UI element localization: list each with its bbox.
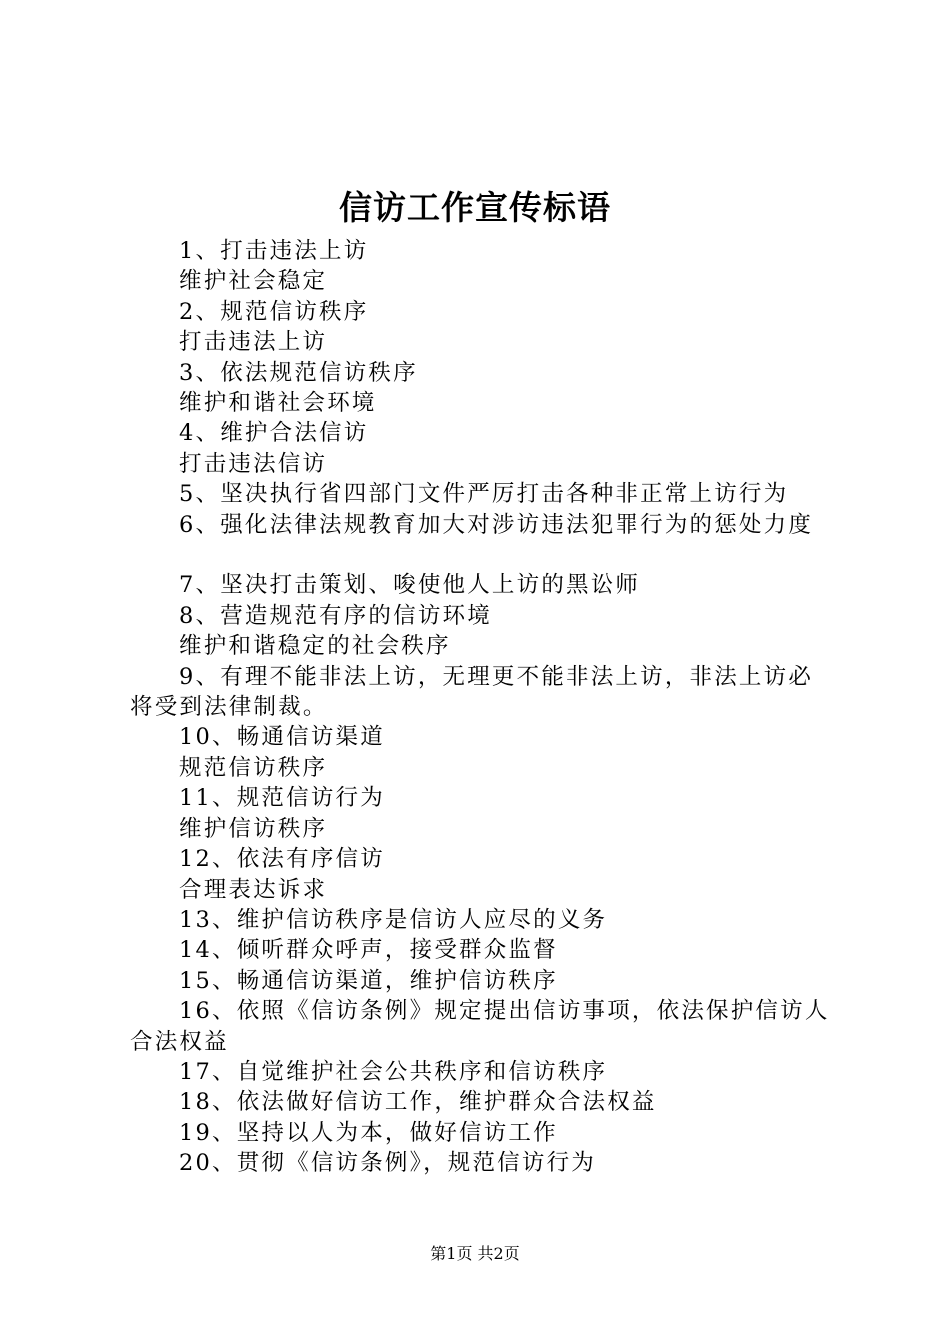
slogan-line: 5、坚决执行省四部门文件严厉打击各种非正常上访行为: [179, 481, 789, 508]
slogan-line: 11、规范信访行为: [179, 785, 385, 812]
slogan-line: 维护和谐稳定的社会秩序: [179, 633, 451, 660]
slogan-line: 20、贯彻《信访条例》，规范信访行为: [179, 1150, 596, 1177]
slogan-line: 14、倾听群众呼声，接受群众监督: [179, 937, 558, 964]
slogan-line: 15、畅通信访渠道，维护信访秩序: [179, 967, 558, 994]
slogan-paragraph: 16、依照《信访条例》规定提出信访事项，依法保护信访人合法权益: [130, 998, 830, 1055]
slogan-line: 10、畅通信访渠道: [179, 724, 385, 751]
slogan-paragraph: 9、有理不能非法上访，无理更不能非法上访，非法上访必将受到法律制裁。: [130, 663, 814, 721]
slogan-line: 13、维护信访秩序是信访人应尽的义务: [179, 906, 608, 933]
slogan-line: 4、维护合法信访: [179, 420, 369, 447]
slogan-line: 打击违法上访: [179, 329, 328, 356]
slogan-line: 7、坚决打击策划、唆使他人上访的黑讼师: [179, 572, 641, 599]
slogan-line: 维护信访秩序: [179, 815, 328, 842]
slogan-line: 8、营造规范有序的信访环境: [179, 602, 492, 629]
slogan-line: 19、坚持以人为本，做好信访工作: [179, 1119, 558, 1146]
slogan-line: 18、依法做好信访工作，维护群众合法权益: [179, 1089, 657, 1116]
slogan-line: 2、规范信访秩序: [179, 298, 369, 325]
slogan-line: 6、强化法律法规教育加大对涉访违法犯罪行为的惩处力度: [179, 511, 814, 538]
blank-line: [130, 540, 835, 570]
slogan-line: 规范信访秩序: [179, 754, 328, 781]
slogan-line: 打击违法信访: [179, 450, 328, 477]
slogan-line: 合理表达诉求: [179, 876, 328, 903]
slogan-line: 17、自觉维护社会公共秩序和信访秩序: [179, 1058, 608, 1085]
slogan-line: 维护社会稳定: [179, 268, 328, 295]
document-title: 信访工作宣传标语: [339, 188, 611, 227]
slogan-list: [130, 236, 835, 1179]
slogan-line: 12、依法有序信访: [179, 846, 385, 873]
slogan-line: 3、依法规范信访秩序: [179, 359, 418, 386]
page-number: 第1页 共2页: [430, 1244, 520, 1263]
slogan-line: 维护和谐社会环境: [179, 390, 377, 417]
slogan-line: 1、打击违法上访: [179, 238, 369, 264]
